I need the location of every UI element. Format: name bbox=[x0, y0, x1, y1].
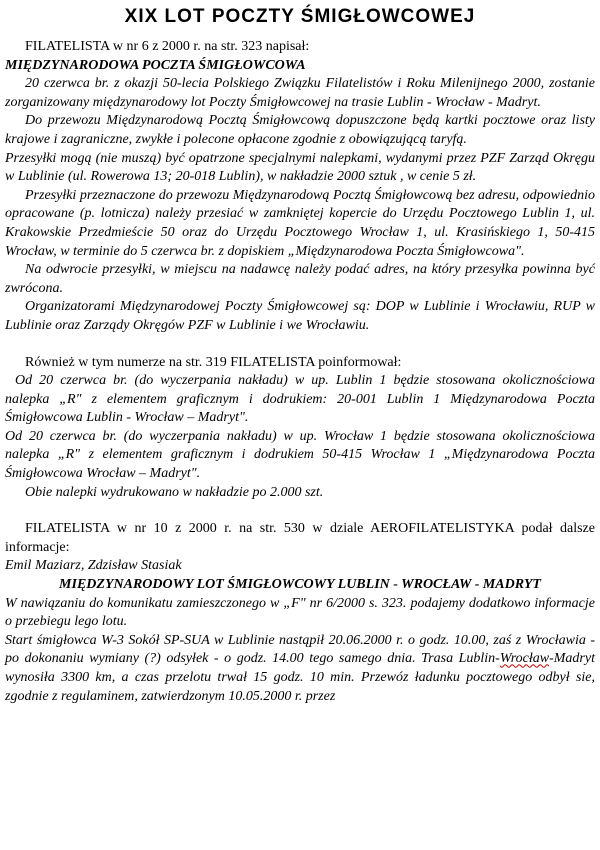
section1-intro: FILATELISTA w nr 6 z 2000 r. na str. 323 napisał: bbox=[25, 39, 310, 54]
page-title: XIX LOT POCZTY ŚMIGŁOWCOWEJ bbox=[124, 6, 476, 27]
section1-paragraph: Przesyłki przeznaczone do przewozu Międzynarodową Pocztą Śmigłowcową bez adresu, odpowiednio opracowane (p. lotnicza) należy przesiać w zamkniętej kopercie do Urzędu Pocztowego Lublin 1, ul. Krakowskie Przedmieście 50 oraz do Urzędu Pocztowego Wrocław 1, ul. Krasińskiego 1, 50-415 Wrocław, w terminie do 5 czerwca br. z dopiskiem „Międzynarodowa Poczta Śmigłowcowa". bbox=[5, 187, 595, 259]
section1-heading: MIĘDZYNARODOWA POCZTA ŚMIGŁOWCOWA bbox=[5, 57, 306, 73]
section3-text: -Madryt wynosiła 3300 km, a czas przelotu trwał 15 godz. 10 min. Przewóz ładunku pocztowego odbył sie, zgodnie z regulaminem, zatwierdzonym 10.05.2000 r. przez bbox=[5, 651, 595, 704]
section1-paragraph: Przesyłki mogą (nie muszą) być opatrzone specjalnymi nalepkami, wydanymi przez PZF Zarząd Okręgu w Lublinie (ul. Rowerowa 13; 20-018 Lublin), w nakładzie 2000 sztuk , w cenie 5 zł. bbox=[5, 150, 595, 185]
section3-intro: FILATELISTA w nr 10 z 2000 r. na str. 530 w dziale AEROFILATELISTYKA podał dalsze informacje: bbox=[5, 521, 595, 555]
section1-paragraph: Na odwrocie przesyłki, w miejscu na nadawcę należy podać adres, na który przesyłka powinna być zwrócona. bbox=[5, 262, 595, 296]
section3-paragraph: W nawiązaniu do komunikatu zamieszczonego w „F" nr 6/2000 s. 323. podajemy dodatkowo informacje o przebiegu lego lotu. bbox=[5, 595, 595, 630]
section2-intro: Również w tym numerze na str. 319 FILATELISTA poinformował: bbox=[25, 354, 402, 370]
section-gap bbox=[5, 336, 595, 354]
section3-paragraph bbox=[5, 632, 595, 706]
section3-text: Start śmigłowca W-3 Sokół SP-SUA w Lublinie nastąpił 20.06.2000 r. o godz. 10.00, zaś z Wrocławia - po dokonaniu wymiany (?) odsyłek - o godz. 14.00 tego samego dnia. Trasa Lublin- bbox=[5, 632, 595, 667]
section3-underlined-word: Wrocław bbox=[499, 651, 550, 667]
section2-paragraph: Od 20 czerwca br. (do wyczerpania nakładu) w up. Wrocław 1 będzie stosowana okolicznościowa nalepka „R" z elementem graficznym i dodrukiem 50-415 Wrocław 1 „Międzynarodowa Poczta Śmigłowcowa Wrocław – Madryt". bbox=[5, 428, 595, 482]
section2-paragraph: Od 20 czerwca br. (do wyczerpania nakładu) w up. Lublin 1 będzie stosowana okolicznościowa nalepka „R" z elementem graficznym i dodrukiem: 20-001 Lublin 1 Międzynarodowa Poczta Śmigłowcowa Lublin - Wrocław – Madryt". bbox=[5, 373, 595, 426]
section3-heading: MIĘDZYNARODOWY LOT ŚMIGŁOWCOWY LUBLIN - WROCŁAW - MADRYT bbox=[59, 577, 541, 593]
section3-authors: Emil Maziarz, Zdzisław Stasiak bbox=[5, 558, 182, 574]
document-body bbox=[5, 38, 595, 706]
section1-paragraph: Organizatorami Międzynarodowej Poczty Śmigłowcowej są: DOP w Lublinie i Wrocławiu, RUP w Lublinie oraz Zarządy Okręgów PZF w Lublinie i we Wrocławiu. bbox=[5, 299, 595, 333]
section2-paragraph: Obie nalepki wydrukowano w nakładzie po 2.000 szt. bbox=[25, 484, 324, 500]
section-gap bbox=[5, 502, 595, 520]
section1-paragraph: 20 czerwca br. z okazji 50-lecia Polskiego Związku Filatelistów i Roku Milenijnego 2000, zostanie zorganizowany międzynarodowy lot Poczty Śmigłowcowej na trasie Lublin - Wrocław - Madryt. bbox=[5, 76, 595, 110]
section1-paragraph: Do przewozu Międzynarodową Pocztą Śmigłowcową dopuszczone będą kartki pocztowe oraz listy krajowe i zagraniczne, zwykłe i polecone opłacone zgodnie z obowiązującą taryfą. bbox=[5, 113, 595, 147]
